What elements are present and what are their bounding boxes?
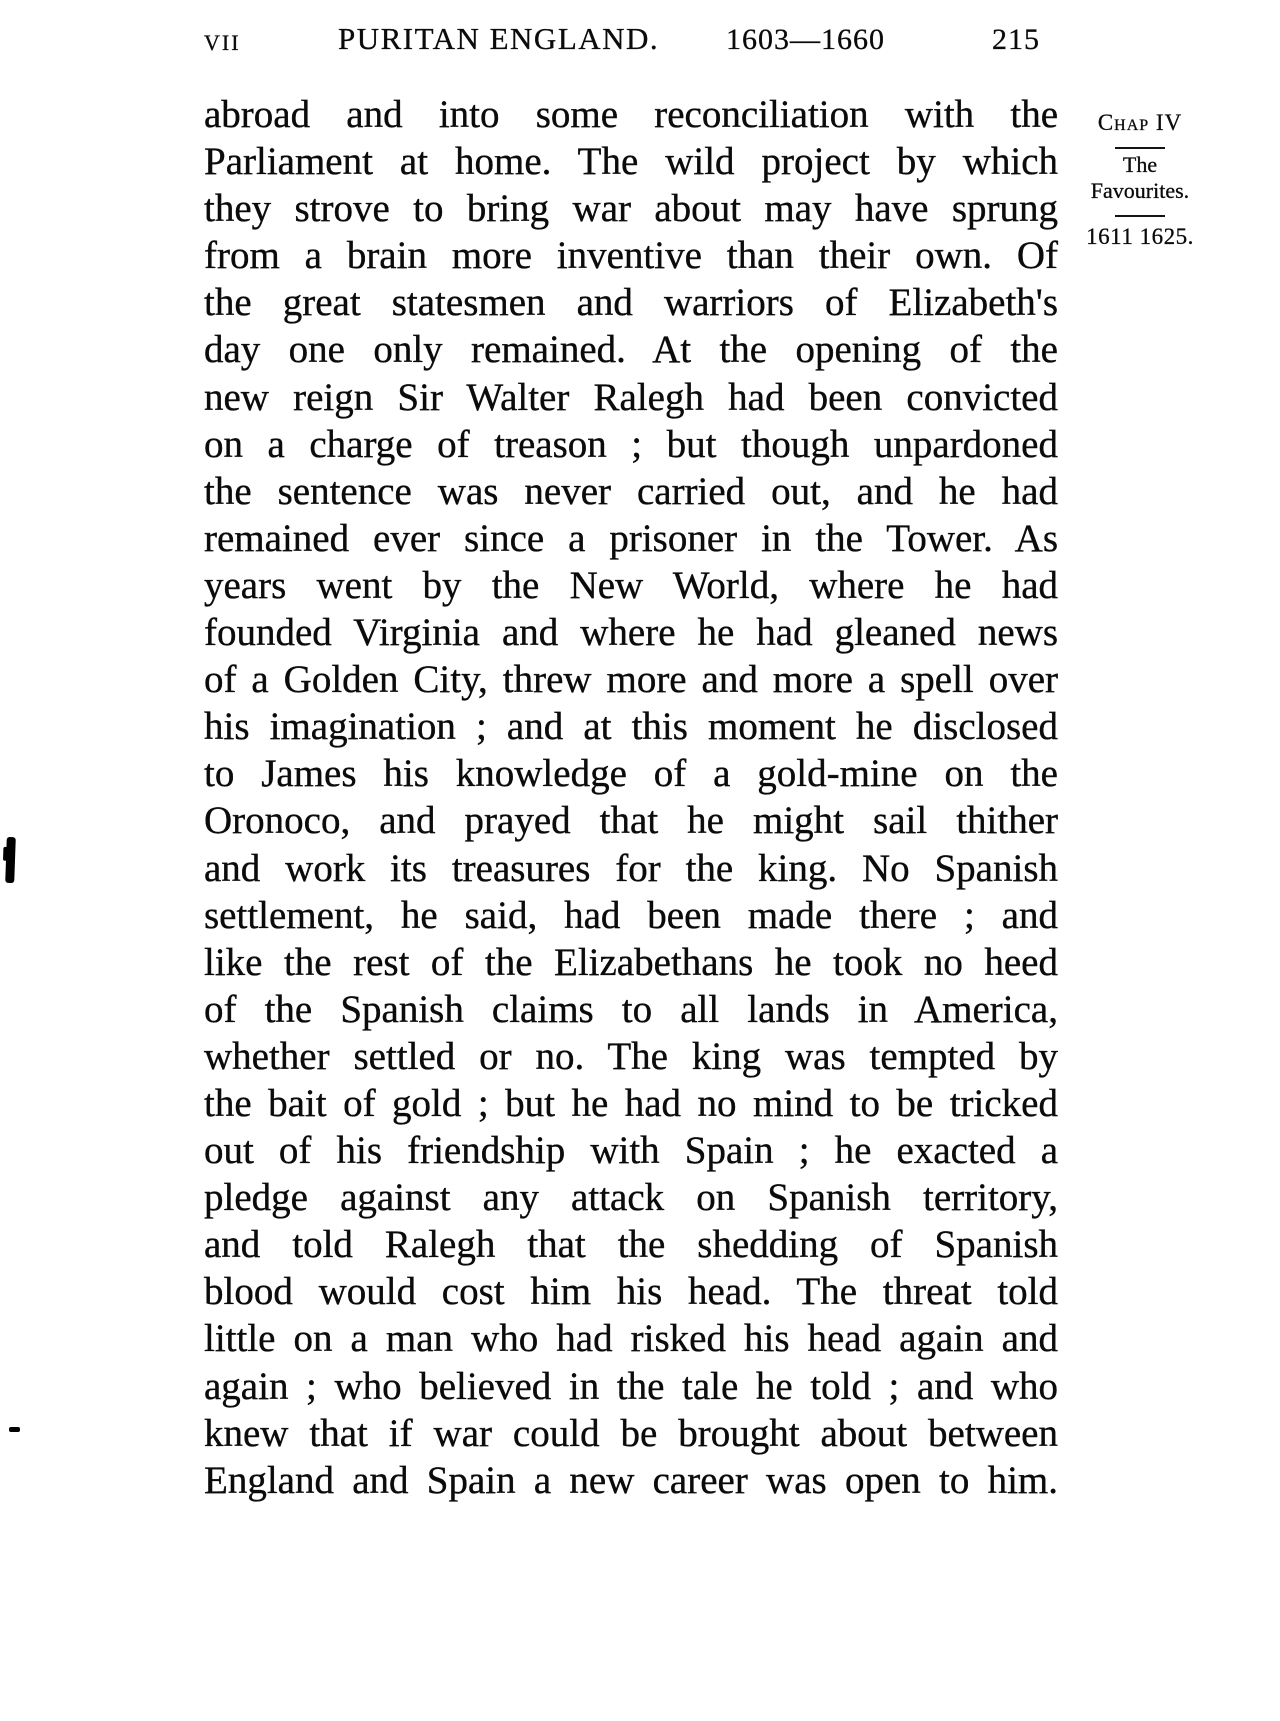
text-line: England and Spain a new career was open to him. <box>204 1458 1058 1502</box>
text-line: and told Ralegh that the shedding of Spanish <box>204 1223 1058 1267</box>
text-line: knew that if war could be brought about between <box>204 1411 1058 1455</box>
page-number: 215 <box>992 23 1040 56</box>
body-text-block <box>204 91 1058 1504</box>
margin-divider-rule <box>1115 147 1165 149</box>
text-line: little on a man who had risked his head again and <box>204 1317 1058 1361</box>
text-line: Parliament at home. The wild project by which <box>204 140 1058 184</box>
header-date-range: 1603—1660 <box>726 23 885 56</box>
text-line: years went by the New World, where he had <box>204 563 1058 607</box>
text-line: again ; who believed in the tale he told ; and who <box>204 1364 1058 1408</box>
text-line: whether settled or no. The king was tempted by <box>204 1034 1058 1078</box>
margin-section-title-line2: Favourites. <box>1090 178 1190 203</box>
text-line: the sentence was never carried out, and he had <box>204 469 1058 513</box>
margin-divider-rule <box>1115 215 1165 217</box>
text-line: out of his friendship with Spain ; he exacted a <box>204 1129 1058 1173</box>
text-line: to James his knowledge of a gold-mine on the <box>204 752 1058 796</box>
text-line: the great statesmen and warriors of Elizabeth's <box>204 281 1058 325</box>
text-line: pledge against any attack on Spanish territory, <box>204 1176 1058 1220</box>
text-line: on a charge of treason ; but though unpardoned <box>204 422 1058 466</box>
text-line: abroad and into some reconciliation with the <box>204 93 1058 136</box>
margin-section-title-line1: The <box>1122 152 1158 177</box>
running-title: PURITAN ENGLAND. <box>338 21 660 56</box>
text-line: day one only remained. At the opening of the <box>204 328 1058 372</box>
margin-date-span: 1611 1625. <box>1086 224 1194 249</box>
text-line: from a brain more inventive than their own. Of <box>204 234 1058 278</box>
text-line: the bait of gold ; but he had no mind to be tricked <box>204 1081 1058 1125</box>
text-line: they strove to bring war about may have sprung <box>204 187 1058 231</box>
ink-smudge-artifact <box>9 1427 20 1432</box>
text-line: and work its treasures for the king. No Spanish <box>204 846 1058 890</box>
text-line: founded Virginia and where he had gleaned news <box>204 611 1058 655</box>
margin-notes <box>1062 110 1218 250</box>
text-line: like the rest of the Elizabethans he took no heed <box>204 940 1058 984</box>
text-line: remained ever since a prisoner in the Tower. As <box>204 516 1058 560</box>
text-line: settlement, he said, had been made there ; and <box>204 893 1058 937</box>
text-line: of the Spanish claims to all lands in America, <box>204 987 1058 1031</box>
margin-chapter-label: Chap IV <box>1097 110 1183 135</box>
text-line: blood would cost him his head. The threat told <box>204 1270 1058 1314</box>
text-line: Oronoco, and prayed that he might sail thither <box>204 799 1058 843</box>
chapter-numeral: VII <box>204 30 241 55</box>
text-line: his imagination ; and at this moment he disclosed <box>204 705 1058 749</box>
text-line: of a Golden City, threw more and more a spell over <box>204 658 1058 702</box>
text-line: new reign Sir Walter Ralegh had been convicted <box>204 375 1058 419</box>
ink-blot-artifact <box>5 837 16 883</box>
